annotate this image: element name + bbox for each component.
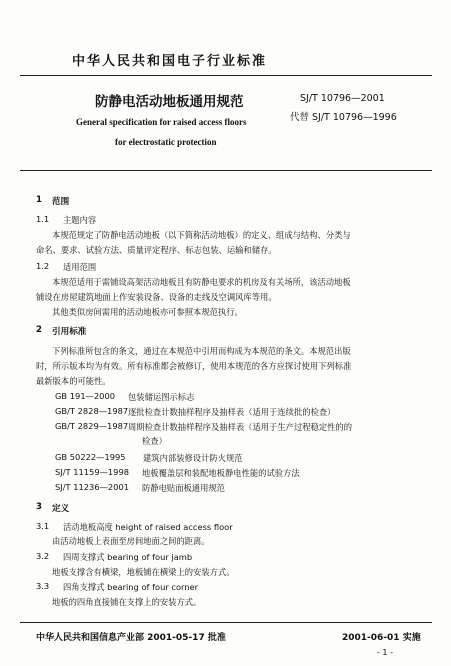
section-3-1-number: 3.1 [36, 521, 50, 531]
section-3-3-number: 3.3 [36, 581, 50, 591]
approval-date: 中华人民共和国信息产业部 2001-05-17 批准 [36, 633, 226, 643]
section-3-number: 3 [36, 502, 42, 512]
section-1-1-line1: 本规范规定了防静电活动地板（以下简称活动地板）的定义、组成与结构、分类与 [52, 230, 351, 240]
section-3-3-line1: 地板的四角直接铺在支撑上的安装方式。 [52, 597, 202, 607]
ref-name-continued: 检查） [142, 436, 167, 446]
section-1-1-title: 主题内容 [63, 215, 97, 225]
section-2-title: 引用标准 [52, 327, 87, 337]
section-1-2-number: 1.2 [36, 261, 50, 271]
standard-code: SJ/T 10796—2001 [300, 93, 385, 104]
section-1-1-line2: 命名、要求、试验方法、质量评定程序、标志包装、运输和储存。 [36, 245, 277, 255]
ref-code: GB 191—2000 [55, 391, 116, 401]
ref-name: 逐批检查计数抽样程序及抽样表（适用于连续批的检查） [128, 407, 336, 417]
replaces-code: 代替 SJ/T 10796—1996 [290, 112, 397, 123]
section-3-2-number: 3.2 [36, 551, 50, 561]
ref-name: 地板覆盖层和装配地板静电性能的试验方法 [142, 468, 300, 478]
section-1-1-number: 1.1 [36, 214, 50, 224]
ref-code: SJ/T 11236—2001 [55, 482, 130, 492]
section-2-number: 2 [36, 325, 42, 335]
ref-code: GB 50222—1995 [55, 452, 126, 462]
section-3-1-title: 活动地板高度 height of raised access floor [63, 522, 233, 532]
footer-rule [20, 622, 432, 623]
section-1-number: 1 [36, 195, 42, 205]
document-title-en-line2: for electrostatic protection [115, 137, 217, 147]
ref-name: 建筑内部装修设计防火规范 [143, 453, 243, 463]
document-title-cn: 防静电活动地板通用规范 [95, 94, 244, 110]
section-1-title: 范围 [52, 197, 70, 207]
ref-name: 包装储运图示标志 [128, 392, 195, 402]
document-title-en-line1: General specification for raised access floors [76, 117, 247, 127]
section-3-2-line1: 地板支撑含有横梁，地板铺在横梁上的安装方式。 [52, 567, 235, 577]
section-2-line2: 时，所示版本均为有效。所有标准都会被修订，使用本规范的各方应探讨使用下列标准 [36, 361, 352, 371]
header-rule [20, 75, 432, 76]
page-number: - 1 - [377, 648, 393, 657]
ref-code: GB/T 2829—1987 [55, 421, 129, 431]
section-1-2-line2: 铺设在房屋建筑地面上作安装设备、设备的走线及空调风库等用。 [36, 292, 277, 302]
section-2-line1: 下列标准所包含的条文，通过在本规范中引用而构成为本规范的条文。本规范出版 [52, 346, 351, 356]
implementation-date: 2001-06-01 实施 [342, 633, 421, 643]
section-1-2-line3: 其他类似房间需用的活动地板亦可参照本规范执行。 [52, 307, 243, 317]
ref-code: GB/T 2828—1987 [55, 406, 129, 416]
org-header: 中华人民共和国电子行业标准 [72, 54, 268, 69]
section-1-2-line1: 本规范适用于需铺设高架活动地板且有防静电要求的机房及有关场所，该活动地板 [52, 277, 351, 287]
title-rule [20, 170, 432, 171]
section-3-3-title: 四角支撑式 bearing of four corner [63, 582, 199, 592]
section-2-line3: 最新版本的可能性。 [36, 376, 111, 386]
section-3-1-line1: 由活动地板上表面至房间地面之间的距离。 [52, 536, 210, 546]
section-1-2-title: 适用范围 [63, 262, 97, 272]
ref-name: 防静电贴面板通用规范 [142, 483, 225, 493]
ref-code: SJ/T 11159—1998 [55, 467, 130, 477]
ref-name: 周期检查计数抽样程序及抽样表（适用于生产过程稳定性的的 [128, 422, 353, 432]
section-3-title: 定义 [52, 504, 70, 514]
section-3-2-title: 四周支撑式 bearing of four jamb [63, 552, 193, 562]
